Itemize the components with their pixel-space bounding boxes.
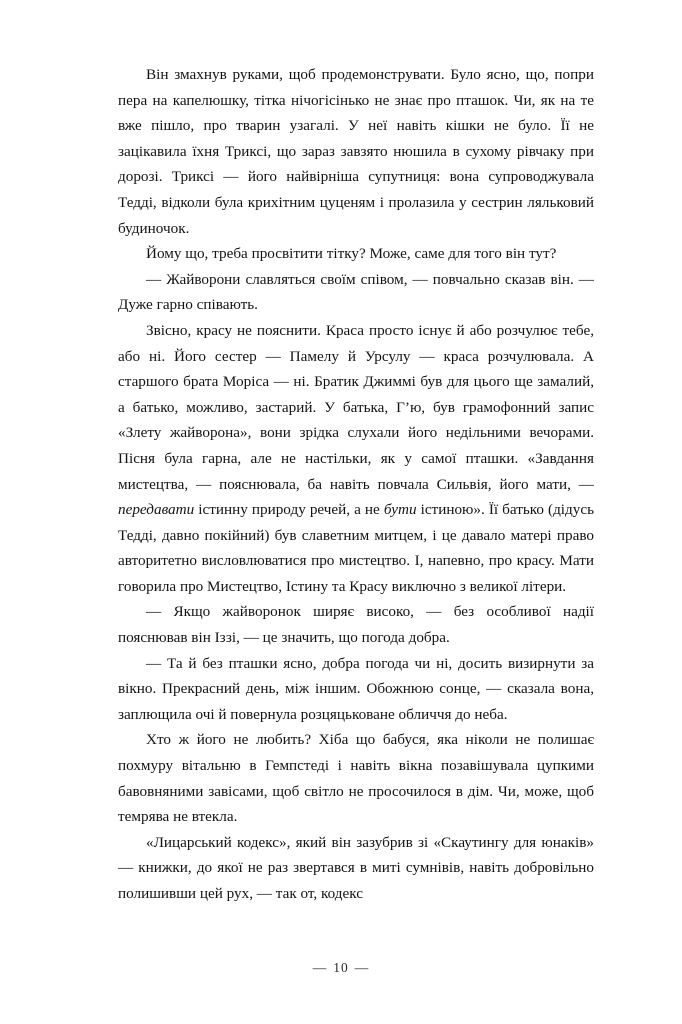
page-text-block bbox=[118, 62, 594, 907]
paragraph-dialogue: — Якщо жайворонок ширяє високо, — без особливої надії пояснював він Іззі, — це значить, що погода добра. bbox=[118, 603, 594, 647]
text-run-italic: передавати bbox=[118, 501, 195, 519]
text-run: істиною». Її батько (дідусь Тедді, давно покійний) був славетним митцем, і це давало матері право авторитетно висловлюватися про мистецтво. І, напевно, про красу. Мати говорила про Мистецтво, Істину та Красу виключно з великої літери. bbox=[118, 501, 594, 595]
text-run-italic: бути bbox=[383, 501, 417, 519]
paragraph-dialogue: — Жайворони славляться своїм співом, — повчально сказав він. — Дуже гарно співають. bbox=[118, 270, 594, 314]
text-run: Звісно, красу не пояснити. Краса просто існує й або розчулює тебе, або ні. Його сестер — Памелу й Урсулу — краса розчулювала. А старшого брата Моріса — ні. Братик Джиммі був для цього ще замалий, а батько, можливо, застарий. У батька, Г’ю, був грамофонний запис «Злету жайворона», вони зрідка слухали його недільними вечорами. Пісня була гарна, але не настільки, як у самої пташки. «Завдання мистецтва, — пояснювала, ба навіть повчала Сильвія, його мати, — bbox=[118, 321, 594, 493]
footer-dash-left: — bbox=[312, 960, 328, 975]
paragraph: «Лицарський кодекс», який він зазубрив зі «Скаутингу для юнаків» — книжки, до якої не раз звертався в миті сумнівів, навіть добровільно полишивши цей рух, — так от, кодекс bbox=[118, 833, 594, 902]
page-number: 10 bbox=[333, 960, 349, 975]
footer-dash-right: — bbox=[354, 960, 370, 975]
text-run: істинну природу речей, а не bbox=[194, 501, 384, 519]
paragraph: Йому що, треба просвітити тітку? Може, саме для того він тут? bbox=[146, 245, 557, 263]
paragraph: Він змахнув руками, щоб продемонструвати. Було ясно, що, попри пера на капелюшку, тітка нічогісінько не знає про пташок. Чи, як на те вже пішло, про тварин узагалі. У неї навіть кішки не було. Її не зацікавила їхня Триксі, що зараз завзято нюшила в сухому рівчаку при дорозі. Триксі — його найвірніша супутниця: вона супроводжувала Тедді, відколи була крихітним цуценям і пролазила у сестрин ляльковий будиночок. bbox=[118, 66, 594, 237]
page-footer bbox=[0, 960, 682, 976]
paragraph-dialogue: — Та й без пташки ясно, добра погода чи ні, досить визирнути за вікно. Прекрасний день, між іншим. Обожнюю сонце, — сказала вона, заплющила очі й повернула розцяцьковане обличчя до неба. bbox=[118, 654, 594, 723]
paragraph-rich bbox=[118, 318, 594, 600]
paragraph: Хто ж його не любить? Хіба що бабуся, яка ніколи не полишає похмуру вітальню в Гемпстеді і навіть вікна позавішувала цупкими бавовняними завісами, щоб світло не просочилося в дім. Чи, може, щоб темрява не втекла. bbox=[118, 731, 594, 826]
